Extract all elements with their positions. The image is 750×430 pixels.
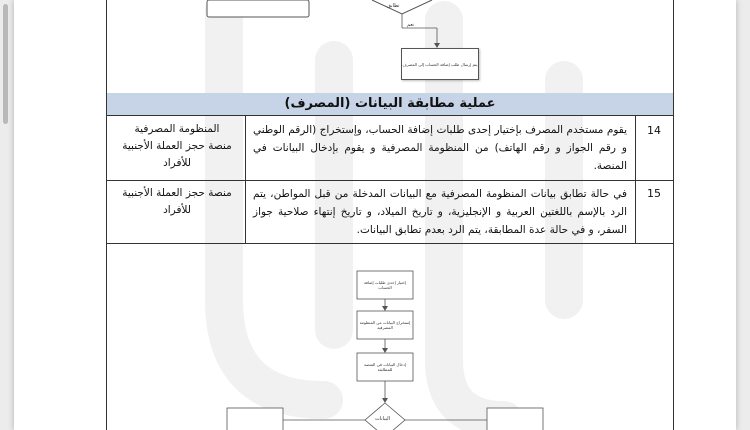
- row-14-number: 14: [647, 124, 661, 137]
- flow-end-box: يتم إرسال طلب إضافة الحساب إلى المصرف: [401, 48, 479, 80]
- system-item: منصة حجز العملة الأجنبية للأفراد: [122, 140, 232, 169]
- decision-label: تطابق: [387, 3, 400, 9]
- process-table: [106, 0, 674, 430]
- row-15-text: في حالة تطابق بيانات المنظومة المصرفية مع البيانات المدخلة من قبل المواطن، يتم الرد بالإسم باللغتين العربية و الإنجليزية، و تاريخ الميلاد، و تاريخ إنتهاء صلاحية جواز السفر، و في حالة عدة المطابقة، يتم الرد بعدم تطابق البيانات.: [253, 188, 627, 236]
- row-14-systems: [113, 121, 241, 172]
- flow-step-3: إدخال البيانات في المنصة للمطابقة: [363, 362, 407, 372]
- flow-decision-label: البيانات: [375, 416, 391, 422]
- row-14-text: يقوم مستخدم المصرف بإختيار إحدى طلبات إضافة الحساب، وإستخراج (الرقم الوطني و رقم الجواز و رقم الهاتف) من المنظومة المصرفية و يقوم بإدخال البيانات في المنصة.: [253, 124, 627, 172]
- section-title: عملية مطابقة البيانات (المصرف): [107, 93, 673, 115]
- scrollbar[interactable]: [3, 4, 8, 124]
- flow-step-2: إستخراج البيانات من المنظومة المصرفية: [359, 320, 411, 330]
- row-15-number: 15: [647, 187, 661, 200]
- system-item: المنظومة المصرفية: [134, 123, 220, 135]
- yes-label: نعم: [407, 22, 415, 28]
- row-15-systems: [113, 185, 241, 219]
- top-flowchart: [107, 0, 673, 93]
- document-page: [14, 0, 736, 430]
- flow-step-1: إختيار إحدى طلبات إضافة الحساب: [363, 280, 407, 290]
- system-item: منصة حجز العملة الأجنبية للأفراد: [122, 187, 232, 216]
